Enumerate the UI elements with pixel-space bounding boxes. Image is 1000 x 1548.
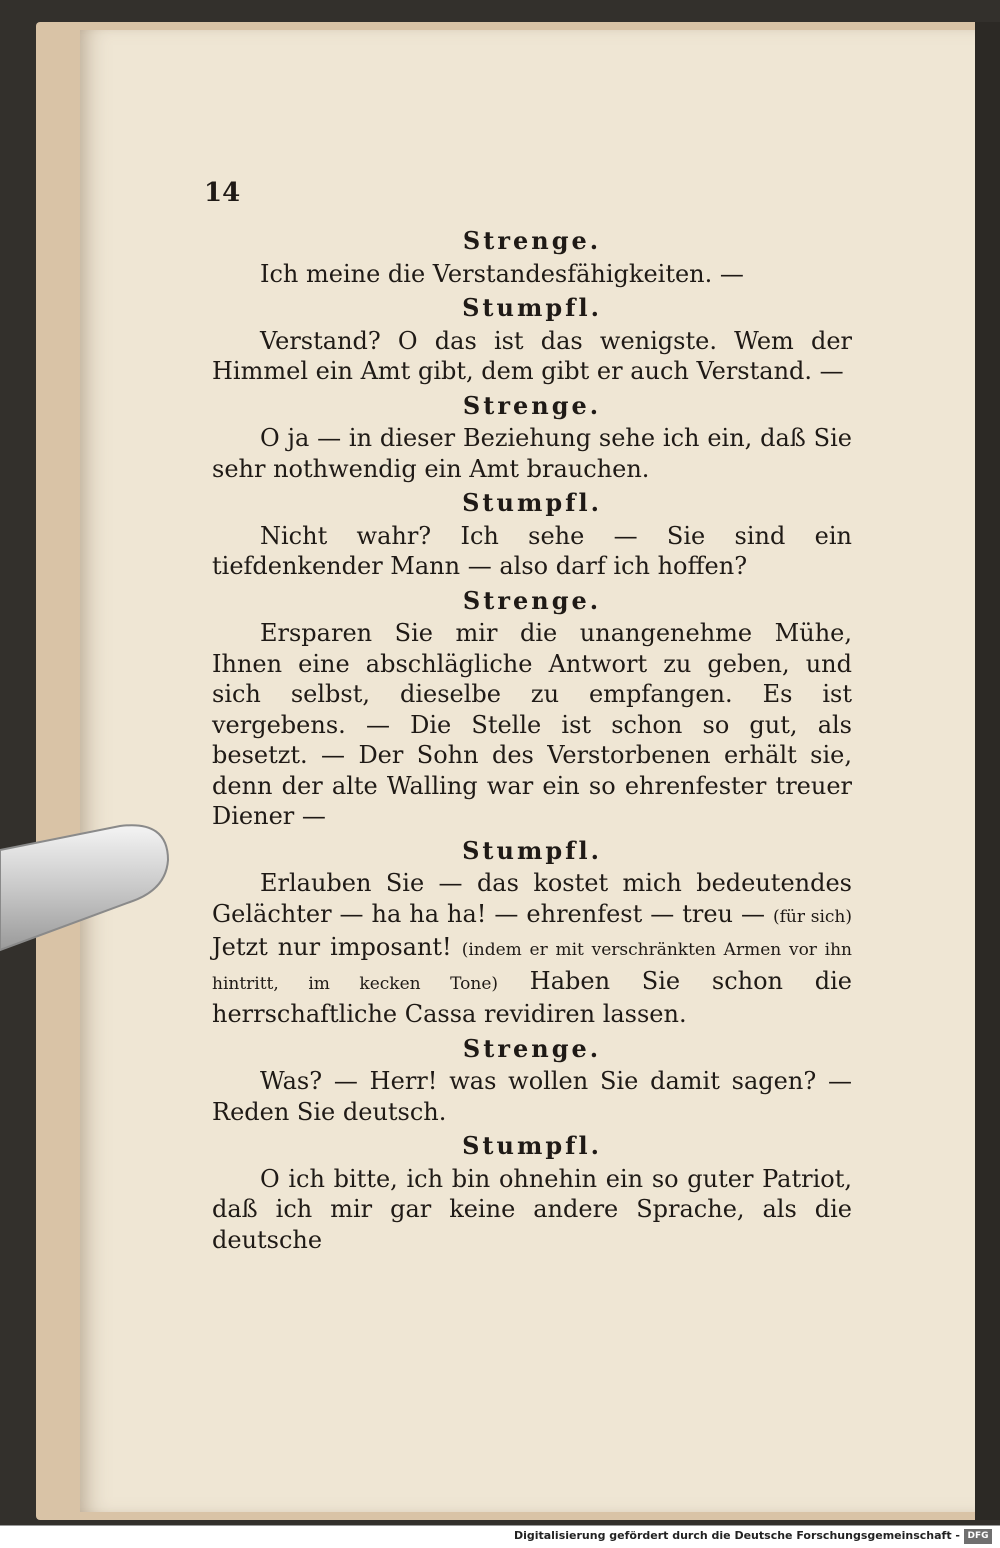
speech-text: O ja — in dieser Beziehung sehe ich ein, daß Sie sehr nothwendig ein Amt brauchen. — [212, 424, 852, 483]
page-number: 14 — [204, 178, 241, 208]
speech-text: Verstand? O das ist das wenigste. Wem der Himmel ein Amt gibt, dem gibt er auch Verstand. — — [212, 326, 852, 385]
speech — [212, 259, 852, 290]
speech-fragment: Haben Sie schon die herrschaftliche Cassa revidiren lassen. — [212, 966, 852, 1028]
page-holder-slider — [0, 820, 170, 960]
scan-right-edge — [975, 22, 1000, 1520]
speech — [212, 423, 852, 484]
speech-fragment: Jetzt nur imposant! — [212, 933, 452, 961]
speaker-name: Stumpfl. — [462, 488, 602, 517]
speaker-name: Strenge. — [462, 390, 602, 420]
speaker-name: Strenge. — [462, 226, 602, 255]
speech — [212, 326, 852, 387]
page-text — [212, 222, 852, 1257]
speaker-name: Stumpfl. — [462, 835, 602, 865]
speech — [212, 1066, 852, 1127]
speech-text: Ersparen Sie mir die unangenehme Mühe, Ihnen eine abschlägliche Antwort zu geben, und sich selbst, dieselbe zu empfangen. Es ist vergebens. — Die Stelle ist schon so gut, als besetzt. — Der Sohn des Verstorbenen erhält sie, denn der alte Walling war ein so ehrenfester treuer Diener — — [212, 619, 852, 830]
speech-text: Nicht wahr? Ich sehe — Sie sind ein tiefdenkender Mann — also darf ich hoffen? — [212, 521, 852, 580]
dfg-logo: DFG — [964, 1529, 992, 1544]
speaker-name: Strenge. — [462, 585, 602, 615]
footer-bar — [0, 1525, 1000, 1548]
stage-direction: (indem er mit verschränkten Armen vor ihn hintritt, im kecken Tone) — [212, 940, 853, 994]
speech-text: O ich bitte, ich bin ohnehin ein so guter Patriot, daß ich mir gar keine andere Sprache, als die deutsche — [212, 1164, 852, 1254]
speech — [212, 1164, 852, 1256]
speaker-name: Stumpfl. — [462, 293, 602, 322]
speech — [212, 618, 852, 832]
speaker-name: Stumpfl. — [462, 1131, 602, 1160]
footer-credit: Digitalisierung gefördert durch die Deutsche Forschungsgemeinschaft - — [513, 1529, 960, 1542]
speaker-name: Strenge. — [462, 1033, 602, 1063]
speech-text: Ich meine die Verstandesfähigkeiten. — — [260, 259, 744, 288]
speech — [212, 521, 852, 582]
speech — [212, 868, 852, 1030]
speech-text — [212, 868, 852, 1030]
speech-text: Was? — Herr! was wollen Sie damit sagen? — Reden Sie deutsch. — [212, 1067, 852, 1126]
speech-fragment: Erlauben Sie — das kostet mich bedeutendes Gelächter — ha ha ha! — ehrenfest — treu — — [212, 869, 852, 928]
stage-direction: (für sich) — [772, 906, 852, 927]
